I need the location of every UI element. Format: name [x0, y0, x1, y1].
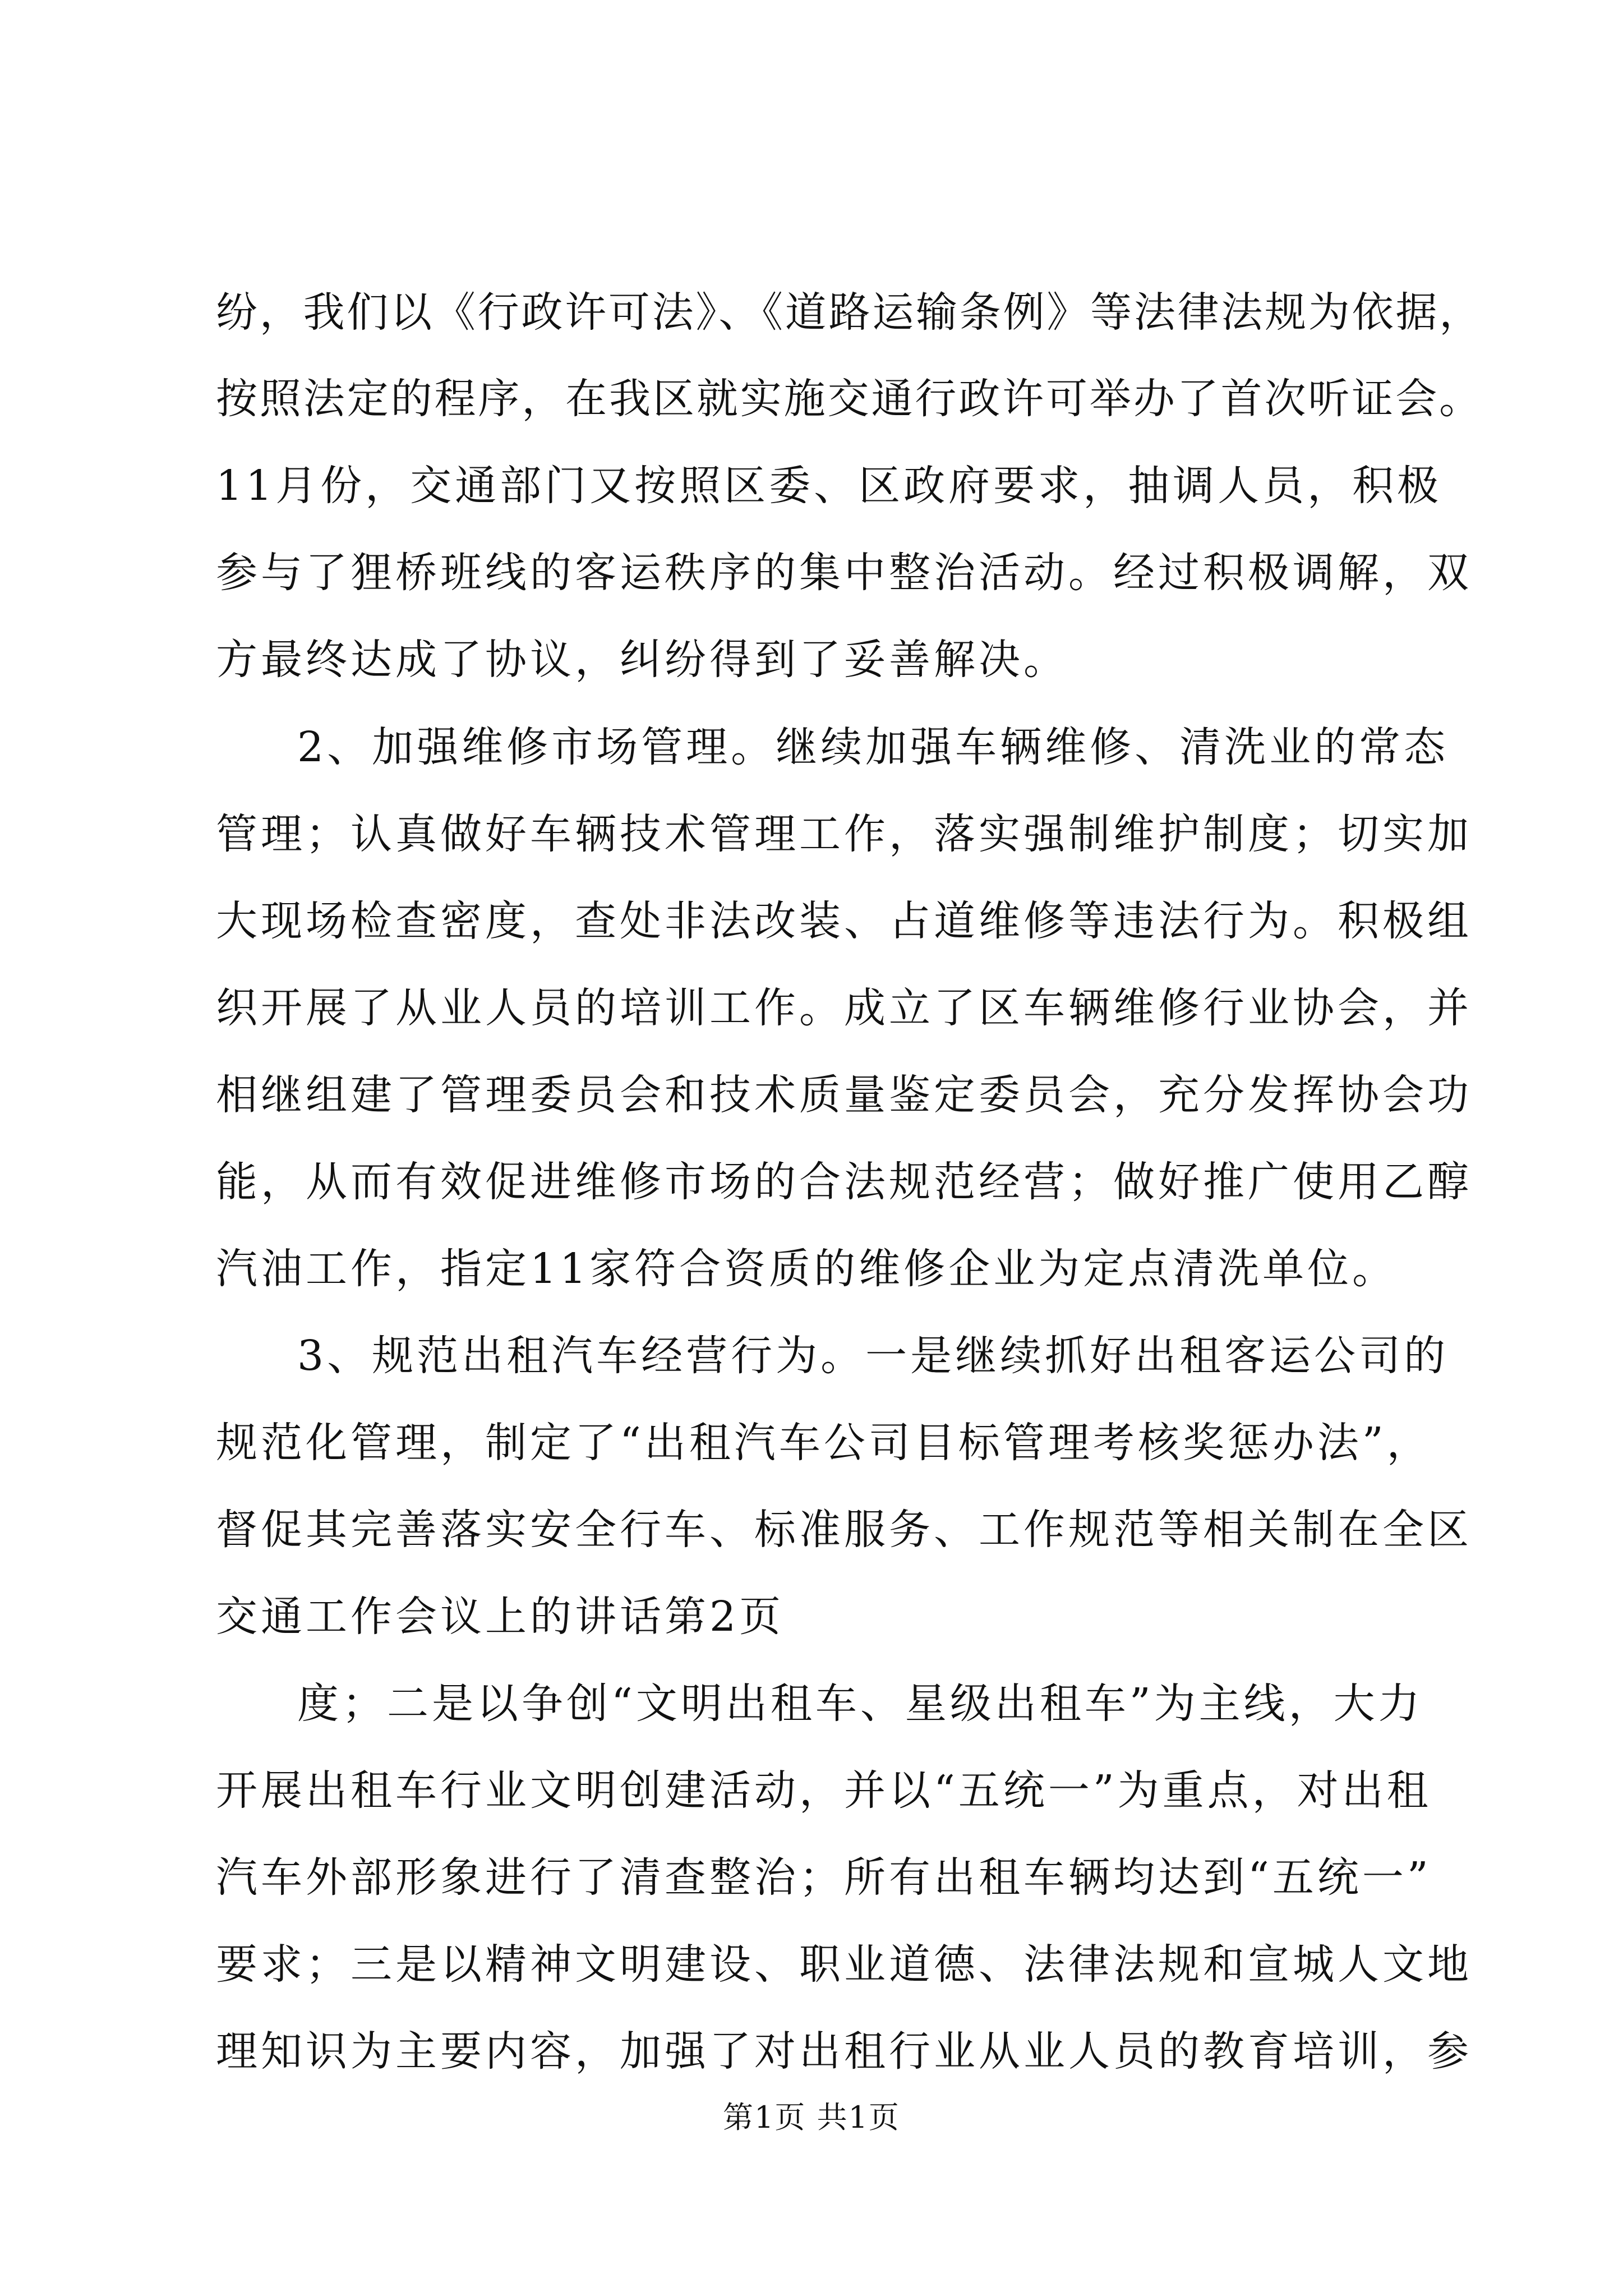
paragraph-start-line: 3、规范出租汽车经营行为。一是继续抓好出租客运公司的 — [297, 1332, 1449, 1380]
paragraph-start-line: 度；二是以争创“文明出租车、星级出租车”为主线，大力 — [297, 1680, 1423, 1728]
text-line: 开展出租车行业文明创建活动，并以“五统一”为重点，对出租 — [216, 1766, 1432, 1815]
text-line: 要求；三是以精神文明建设、职业道德、法律法规和宣城人文地 — [216, 1940, 1472, 1989]
page-footer: 第1页 共1页 — [723, 2100, 900, 2135]
text-line: 大现场检查密度，查处非法改装、占道维修等违法行为。积极组 — [216, 897, 1472, 945]
text-line: 相继组建了管理委员会和技术质量鉴定委员会，充分发挥协会功 — [216, 1071, 1472, 1119]
text-line: 管理；认真做好车辆技术管理工作，落实强制维护制度；切实加 — [216, 810, 1472, 858]
text-line: 规范化管理，制定了“出租汽车公司目标管理考核奖惩办法”， — [216, 1419, 1432, 1467]
text-line: 督促其完善落实安全行车、标准服务、工作规范等相关制在全区 — [216, 1506, 1472, 1554]
text-line: 理知识为主要内容，加强了对出租行业从业人员的教育培训，参 — [216, 2027, 1472, 2076]
text-line: 参与了狸桥班线的客运秩序的集中整治活动。经过积极调解，双 — [216, 549, 1472, 597]
text-line: 交通工作会议上的讲话第2页 — [216, 1593, 785, 1641]
text-line: 织开展了从业人员的培训工作。成立了区车辆维修行业协会，并 — [216, 984, 1472, 1032]
text-line: 纷，我们以《行政许可法》、《道路运输条例》等法律法规为依据， — [216, 288, 1483, 337]
text-line: 汽车外部形象进行了清查整治；所有出租车辆均达到“五统一” — [216, 1853, 1432, 1902]
text-line: 按照法定的程序，在我区就实施交通行政许可举办了首次听证会。 — [216, 375, 1483, 423]
text-line: 汽油工作，指定11家符合资质的维修企业为定点清洗单位。 — [216, 1245, 1398, 1293]
text-line: 方最终达成了协议，纠纷得到了妥善解决。 — [216, 636, 1068, 684]
text-line: 11月份，交通部门又按照区委、区政府要求，抽调人员，积极 — [216, 462, 1442, 510]
paragraph-start-line: 2、加强维修市场管理。继续加强车辆维修、清洗业的常态 — [297, 723, 1449, 771]
text-line: 能，从而有效促进维修市场的合法规范经营；做好推广使用乙醇 — [216, 1158, 1472, 1206]
